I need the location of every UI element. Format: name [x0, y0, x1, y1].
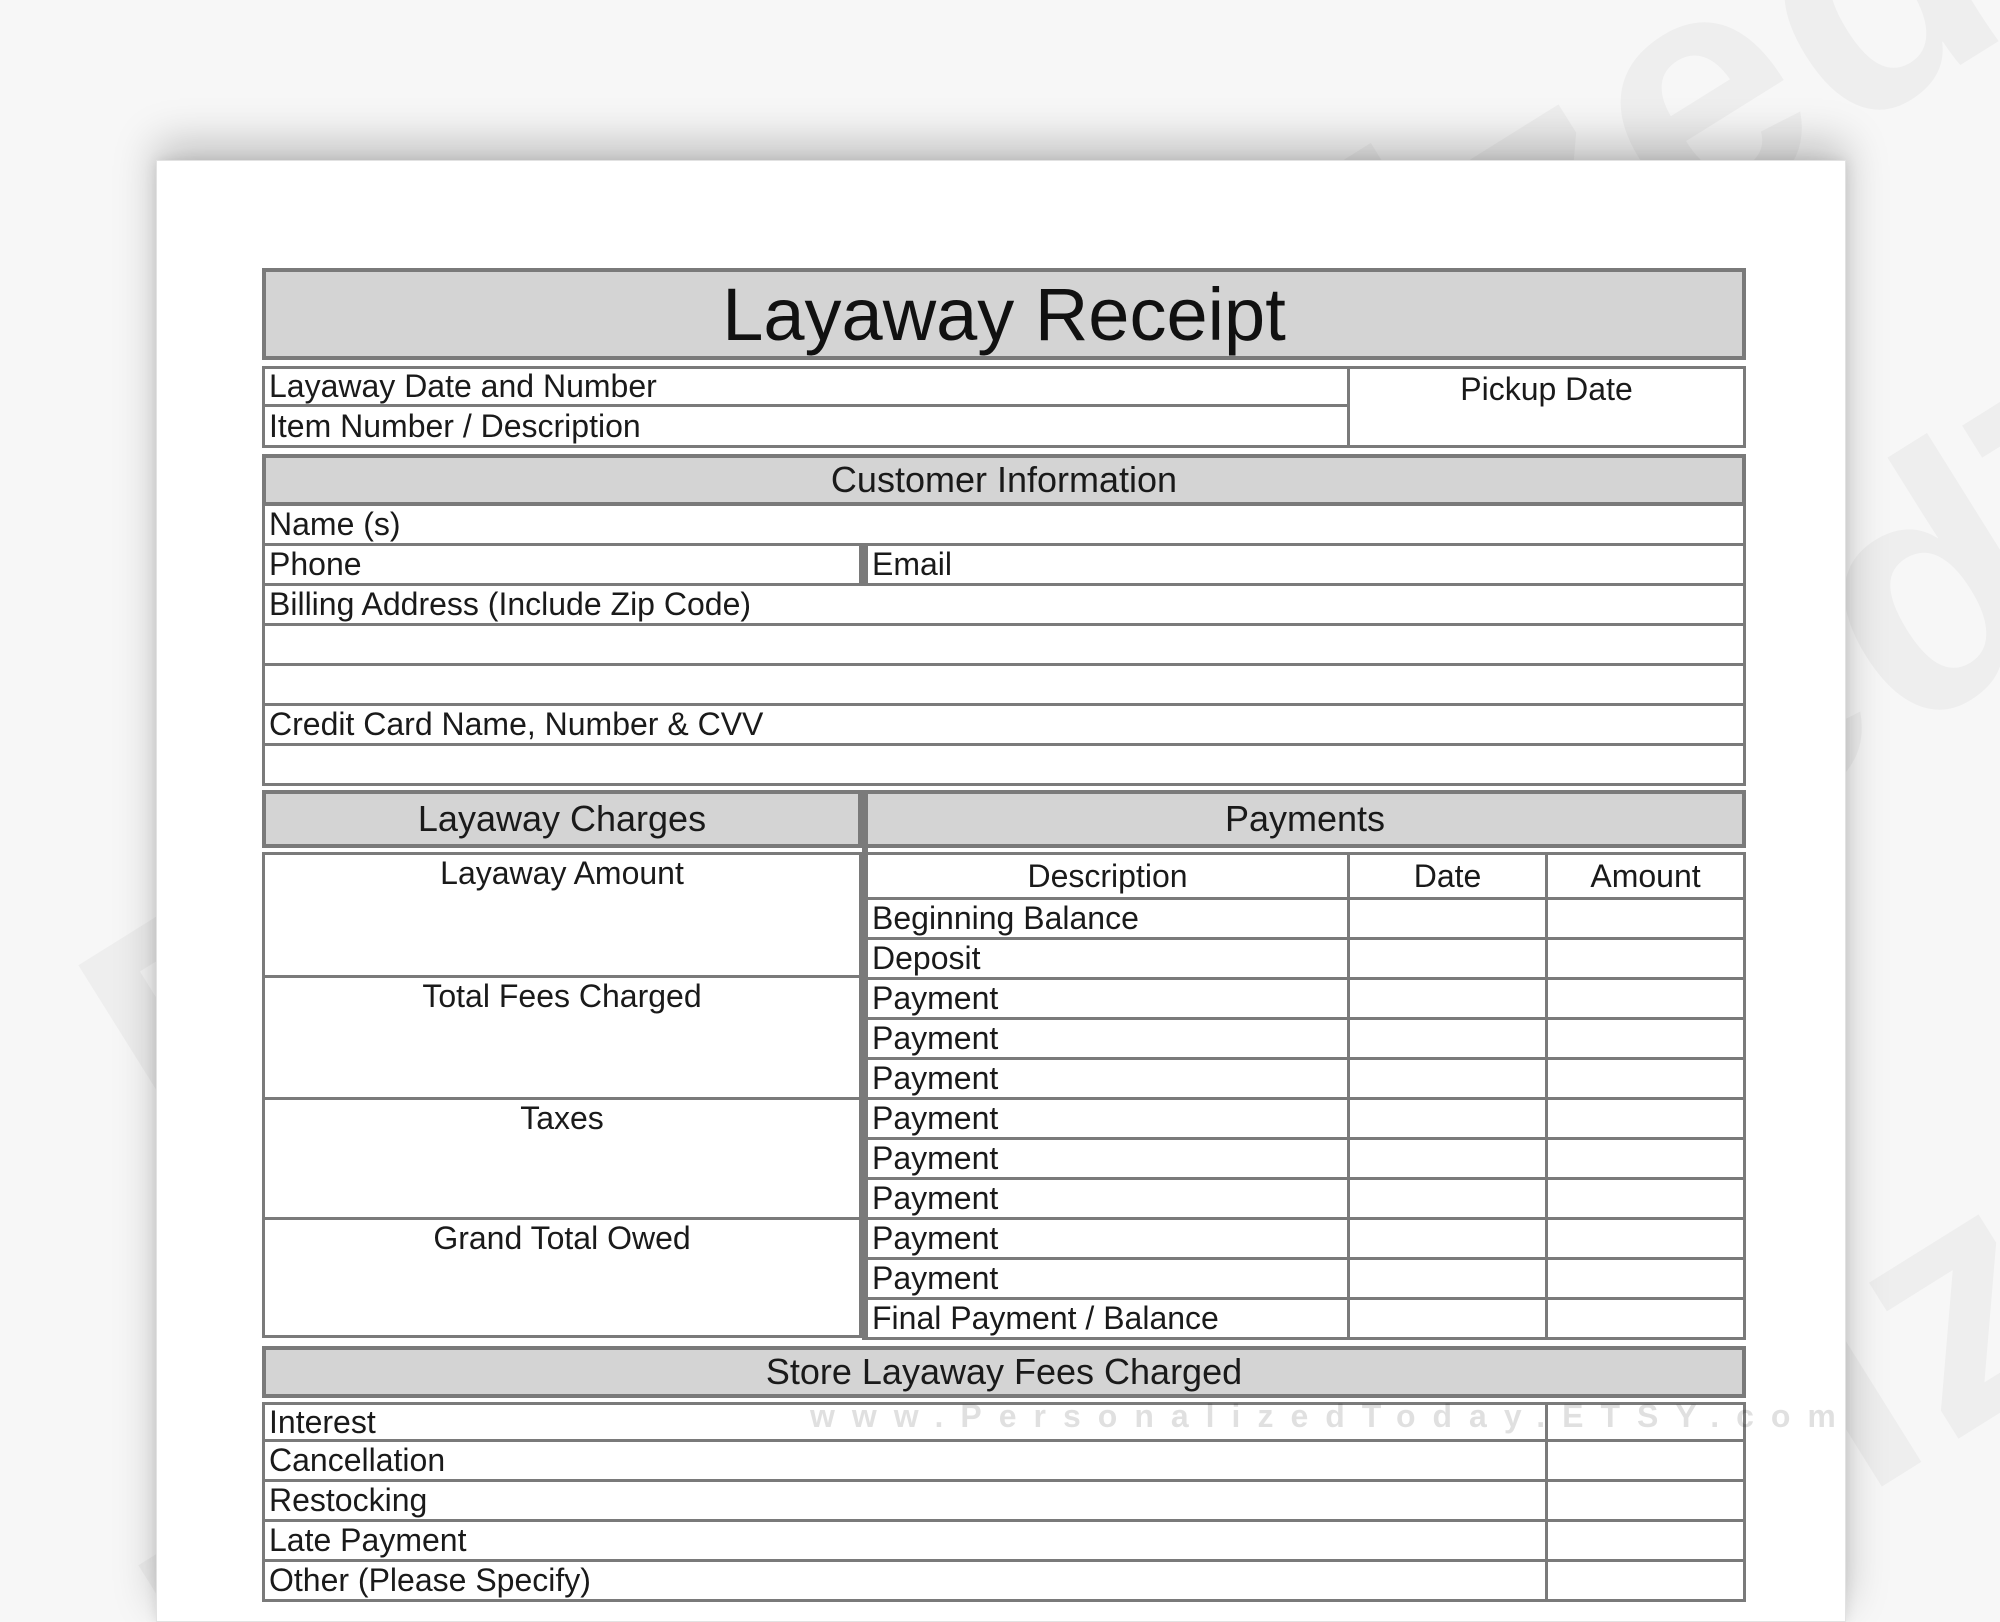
payment-description-label: Payment: [872, 1020, 999, 1056]
amount-column-header: [1548, 852, 1746, 900]
payment-description-label: Payment: [872, 1100, 999, 1136]
fee-amount-cell[interactable]: [1548, 1482, 1746, 1522]
payments-column-headers: [868, 852, 1746, 900]
grand-total-label: Grand Total Owed: [433, 1220, 691, 1256]
billing-address-field[interactable]: [262, 586, 1746, 626]
date-column-header: [1350, 852, 1548, 900]
fee-label: Restocking: [269, 1482, 428, 1518]
payment-description-cell[interactable]: [868, 1060, 1350, 1100]
payment-amount-cell[interactable]: [1548, 1300, 1746, 1340]
payment-date-cell[interactable]: [1350, 900, 1548, 940]
payment-row: [868, 1020, 1746, 1060]
credit-card-line-2[interactable]: [262, 746, 1746, 786]
fee-amount-cell[interactable]: [1548, 1522, 1746, 1562]
layaway-charges-panel: [262, 790, 862, 1340]
pickup-date-field[interactable]: [1350, 366, 1746, 448]
billing-address-line-3[interactable]: [262, 666, 1746, 706]
customer-info-header-text: Customer Information: [830, 459, 1178, 500]
payment-description-label: Payment: [872, 980, 999, 1016]
credit-card-field[interactable]: [262, 706, 1746, 746]
payment-description-label: Payment: [872, 1140, 999, 1176]
payment-amount-cell[interactable]: [1548, 1180, 1746, 1220]
payment-description-cell[interactable]: [868, 1020, 1350, 1060]
fee-amount-cell[interactable]: [1548, 1562, 1746, 1602]
fee-row: [262, 1482, 1746, 1522]
layaway-date-number-field[interactable]: [262, 366, 1350, 407]
payment-description-cell[interactable]: [868, 940, 1350, 980]
payments-header: [868, 790, 1746, 848]
payment-date-cell[interactable]: [1350, 1300, 1548, 1340]
charges-payments-section: [262, 790, 1746, 1340]
layaway-charges-header-text: Layaway Charges: [417, 798, 707, 839]
name-label: Name (s): [269, 506, 401, 542]
email-label: Email: [872, 546, 953, 582]
payments-table-body: [868, 900, 1746, 1340]
payment-row: [868, 940, 1746, 980]
fee-amount-cell[interactable]: [1548, 1442, 1746, 1482]
layaway-charges-header: [262, 790, 862, 848]
payment-date-cell[interactable]: [1350, 1140, 1548, 1180]
payment-amount-cell[interactable]: [1548, 940, 1746, 980]
item-description-label: Item Number / Description: [269, 407, 641, 444]
fee-label: Other (Please Specify): [269, 1562, 591, 1598]
payment-description-cell[interactable]: [868, 1300, 1350, 1340]
watermark-url: www.PersonalizedToday.ETSY.com: [810, 1398, 1853, 1434]
payment-description-label: Final Payment / Balance: [872, 1300, 1219, 1336]
payment-date-cell[interactable]: [1350, 1180, 1548, 1220]
payment-row: [868, 1260, 1746, 1300]
credit-card-label: Credit Card Name, Number & CVV: [269, 706, 764, 742]
payment-description-label: Payment: [872, 1060, 999, 1096]
payment-date-cell[interactable]: [1350, 980, 1548, 1020]
payment-description-cell[interactable]: [868, 1260, 1350, 1300]
total-fees-label: Total Fees Charged: [422, 978, 702, 1014]
form-title: Layaway Receipt: [262, 268, 1746, 360]
amount-column-label: Amount: [1590, 857, 1701, 894]
payment-description-label: Beginning Balance: [872, 900, 1139, 936]
description-column-label: Description: [1027, 857, 1188, 894]
fee-row: [262, 1522, 1746, 1562]
payment-date-cell[interactable]: [1350, 1220, 1548, 1260]
layaway-date-number-label: Layaway Date and Number: [269, 368, 657, 404]
fee-label: Late Payment: [269, 1522, 467, 1558]
payment-row: [868, 1140, 1746, 1180]
payment-date-cell[interactable]: [1350, 1060, 1548, 1100]
billing-address-label: Billing Address (Include Zip Code): [269, 586, 752, 622]
payment-row: [868, 1060, 1746, 1100]
billing-address-line-2[interactable]: [262, 626, 1746, 666]
payment-date-cell[interactable]: [1350, 1020, 1548, 1060]
fee-label: Interest: [269, 1403, 376, 1440]
name-field[interactable]: [262, 506, 1746, 546]
payment-row: [868, 980, 1746, 1020]
payment-row: [868, 1180, 1746, 1220]
payment-amount-cell[interactable]: [1548, 980, 1746, 1020]
store-fees-header-text: Store Layaway Fees Charged: [765, 1351, 1243, 1392]
payment-description-cell[interactable]: [868, 1220, 1350, 1260]
payment-row: [868, 900, 1746, 940]
payments-header-text: Payments: [1224, 798, 1386, 839]
payment-row: [868, 1300, 1746, 1340]
grand-total-box[interactable]: [262, 1220, 862, 1338]
payment-description-cell[interactable]: [868, 900, 1350, 940]
top-info-left: [262, 366, 1350, 448]
payment-description-cell[interactable]: [868, 1180, 1350, 1220]
layaway-amount-label: Layaway Amount: [440, 855, 684, 891]
payment-description-cell[interactable]: [868, 1100, 1350, 1140]
description-column-header: [868, 852, 1350, 900]
phone-email-row: [262, 546, 1746, 586]
phone-label: Phone: [269, 546, 362, 582]
total-fees-box[interactable]: [262, 978, 862, 1100]
top-info-section: [262, 366, 1746, 448]
date-column-label: Date: [1413, 857, 1482, 894]
payment-description-label: Deposit: [872, 940, 981, 976]
payment-amount-cell[interactable]: [1548, 1220, 1746, 1260]
pickup-date-label: Pickup Date: [1460, 371, 1633, 407]
payment-date-cell[interactable]: [1350, 1260, 1548, 1300]
payments-panel: [862, 790, 1746, 1340]
fee-label: Cancellation: [269, 1442, 446, 1478]
payment-date-cell[interactable]: [1350, 940, 1548, 980]
payment-date-cell[interactable]: [1350, 1100, 1548, 1140]
taxes-label: Taxes: [520, 1100, 604, 1136]
email-field[interactable]: [862, 546, 1746, 586]
payment-amount-cell[interactable]: [1548, 1100, 1746, 1140]
payment-row: [868, 1100, 1746, 1140]
layaway-amount-box[interactable]: [262, 852, 862, 978]
fee-label-cell[interactable]: [262, 1522, 1548, 1562]
taxes-box[interactable]: [262, 1100, 862, 1220]
fee-row: [262, 1562, 1746, 1602]
payment-description-label: Payment: [872, 1220, 999, 1256]
store-fees-header: [262, 1346, 1746, 1398]
payment-description-label: Payment: [872, 1260, 999, 1296]
fee-label-cell[interactable]: [262, 1482, 1548, 1522]
item-description-field[interactable]: [262, 407, 1350, 448]
payment-amount-cell[interactable]: [1548, 1140, 1746, 1180]
payment-amount-cell[interactable]: [1548, 1020, 1746, 1060]
payment-row: [868, 1220, 1746, 1260]
phone-field[interactable]: [262, 546, 862, 586]
fee-row: [262, 1442, 1746, 1482]
customer-info-header: [262, 454, 1746, 506]
fee-label-cell[interactable]: [262, 1442, 1548, 1482]
payment-amount-cell[interactable]: [1548, 900, 1746, 940]
payment-amount-cell[interactable]: [1548, 1060, 1746, 1100]
payment-description-cell[interactable]: [868, 1140, 1350, 1180]
payment-description-cell[interactable]: [868, 980, 1350, 1020]
fee-label-cell[interactable]: [262, 1562, 1548, 1602]
payment-description-label: Payment: [872, 1180, 999, 1216]
payment-amount-cell[interactable]: [1548, 1260, 1746, 1300]
